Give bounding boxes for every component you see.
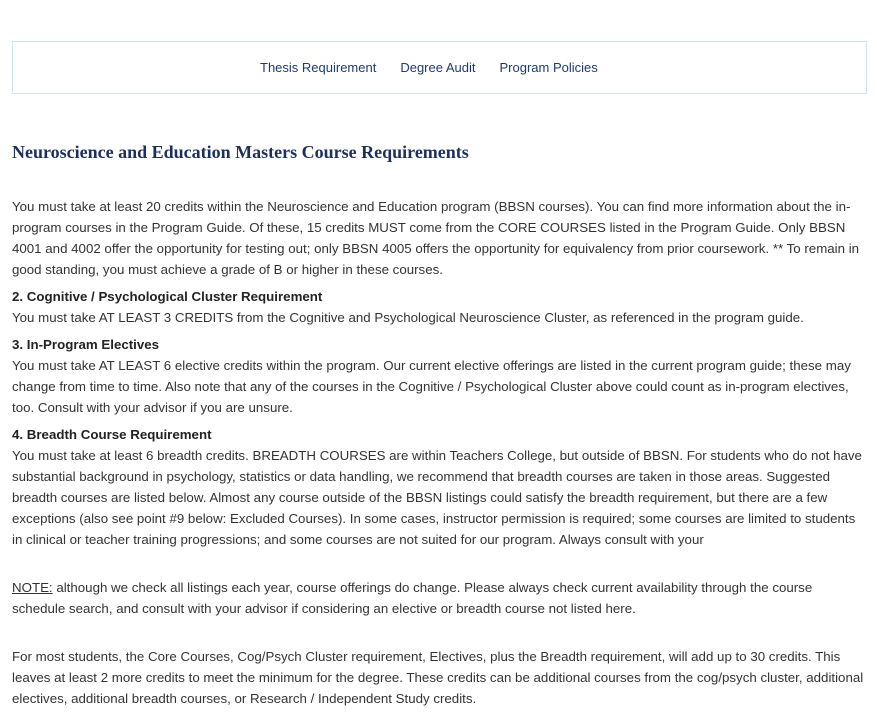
section-nav (12, 41, 867, 94)
spacer (12, 619, 867, 646)
total-credits-paragraph: For most students, the Core Courses, Cog/Psych Cluster requirement, Electives, plus the Breadth requirement, will add up to 30 credits. This leaves at least 2 more credits to meet the minimum for the degree. These credits can be additional courses from the cog/psych cluster, additional electives, additional breadth courses, or Research / Independent Study credits. (12, 649, 864, 706)
electives-paragraph: You must take AT LEAST 6 elective credits within the program. Our current elective offerings are listed in the current program guide; these may change from time to time. Also note that any of the courses in the Cognitive / Psychological Cluster above could count as in-program electives, too. Consult with your advisor if you are unsure. (12, 358, 851, 415)
nav-link-program-policies[interactable]: Program Policies (499, 60, 598, 75)
electives-heading: 3. In-Program Electives (12, 337, 160, 352)
breadth-heading: 4. Breadth Course Requirement (12, 427, 212, 442)
note-label: NOTE: (12, 580, 53, 595)
nav-links (260, 60, 622, 75)
spacer (12, 550, 867, 577)
breadth-paragraph: You must take at least 6 breadth credits. BREADTH COURSES are within Teachers College, but outside of BBSN. For students who do not have substantial background in psychology, statistics or data handling, we recommend that breadth courses are taken in those areas. Suggested breadth courses are listed below. Almost any course outside of the BBSN listings could satisfy the breadth requirement, but there are a few exceptions (also see point #9 below: Excluded Courses). In some cases, instructor permission is required; some courses are limited to students in clinical or teacher training progressions; and some courses are not suited for our program. Always consult with your (12, 448, 862, 547)
cluster-paragraph: You must take AT LEAST 3 CREDITS from the Cognitive and Psychological Neuroscience Cluster, as referenced in the program guide. (12, 310, 804, 325)
nav-link-thesis-requirement[interactable]: Thesis Requirement (260, 60, 377, 75)
cluster-heading: 2. Cognitive / Psychological Cluster Requirement (12, 289, 323, 304)
nav-link-degree-audit[interactable]: Degree Audit (400, 60, 476, 75)
note-text: although we check all listings each year, course offerings do change. Please always check current availability through the course schedule search, and consult with your advisor if considering an elective or breadth course not listed here. (12, 580, 813, 616)
main-content (12, 196, 867, 709)
note-paragraph (12, 577, 867, 619)
intro-paragraph: You must take at least 20 credits within the Neuroscience and Education program (BBSN courses). You can find more information about the in-program courses in the Program Guide. Of these, 15 credits MUST come from the CORE COURSES listed in the Program Guide. Only BBSN 4001 and 4002 offer the opportunity for testing out; only BBSN 4005 offers the opportunity for equivalency from prior coursework. ** To remain in good standing, you must achieve a grade of B or higher in these courses. (12, 199, 860, 277)
page-title: Neuroscience and Education Masters Course Requirements (12, 142, 469, 162)
